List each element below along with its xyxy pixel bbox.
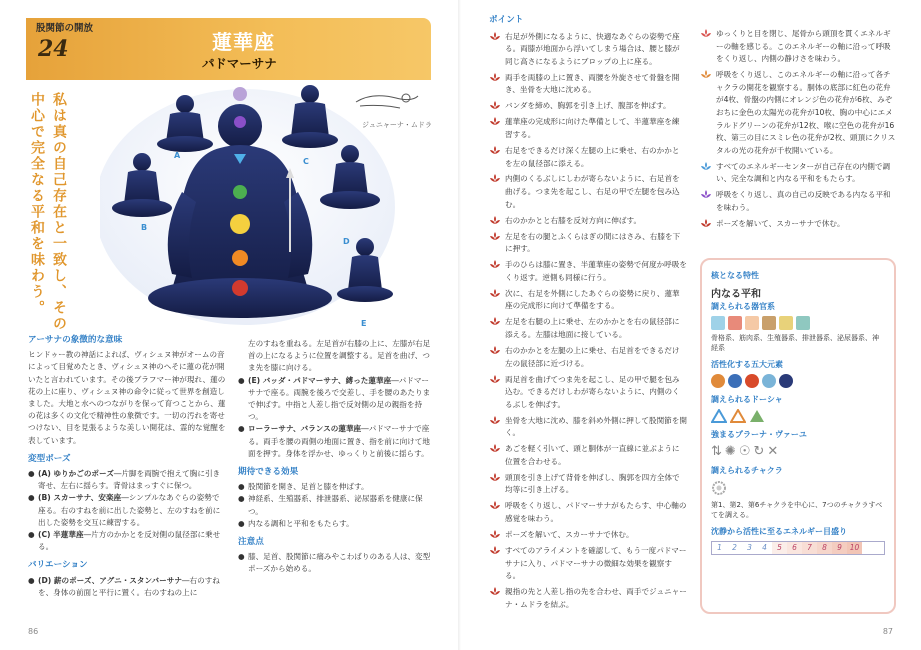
point-item: 両足首を曲げてつま先を起こし、足の甲で腿を包み込む。できるだけしわが寄らないように、内側のくるぶしを伸ばす。 bbox=[489, 374, 687, 412]
lotus-icon bbox=[489, 288, 501, 299]
point-item: 右足が外側になるように、快適なあぐらの姿勢で座る。両膝が地面から浮いてしまう場合は、腰と膝が同じ高さになるようにブロップの上に座る。 bbox=[489, 31, 687, 69]
meaning-text: ヒンドゥー教の神話によれば、ヴィシュヌ神がオームの音によって目覚めたとき、ヴィシュヌ神のへそに蓮の花が開いたと言われています。その後ブラフマー神が現れ、蓮の花の上に座り、ヴィシュヌ神の命令に従って世界を創造しました。大地と水へのつながりを保って育つことから、蓮の花は多くの文化で精神性の象徴です。一切の汚れを寄せつけない、目を見張るような美しい開花は、霊的な覚醒を表しています。 bbox=[28, 350, 226, 445]
point-item: 右のかかとを左腿の上に乗せ、右足首をできるだけ左の鼠径部に近づける。 bbox=[489, 345, 687, 370]
lotus-icon bbox=[700, 161, 712, 172]
point-item: 手のひらは膝に置き、半蓮華座の姿勢で何度か呼吸をくり返す。逆側も同様に行う。 bbox=[489, 259, 687, 284]
scale-heading: 沈静から活性に至るエネルギー目盛り bbox=[711, 527, 847, 536]
ether-element-icon bbox=[779, 374, 793, 388]
point-item: 左足を右の腿とふくらはぎの間にはさみ、右膝を下に押す。 bbox=[489, 231, 687, 256]
lotus-icon bbox=[700, 69, 712, 80]
reproductive-icon bbox=[745, 316, 759, 330]
section-label: 股関節の開放 bbox=[36, 23, 94, 34]
kapha-icon bbox=[749, 409, 765, 423]
earth-element-icon bbox=[711, 374, 725, 388]
lotus-icon bbox=[489, 231, 501, 242]
point-item: あごを軽く引いて、頭と胴体が一直線に並ぶように位置を合わせる。 bbox=[489, 443, 687, 468]
prana-heading: 強まるプラーナ・ヴァーユ bbox=[711, 430, 807, 439]
page-number-right: 87 bbox=[882, 627, 893, 636]
apana-icon: ✕ bbox=[767, 444, 779, 459]
effect-item: ● 神経系、生殖器系、排泄器系、泌尿器系を健康に保つ。 bbox=[238, 494, 423, 516]
lotus-icon bbox=[489, 173, 501, 184]
chakra-heading: 調えられるチャクラ bbox=[711, 466, 783, 475]
label-e: E bbox=[361, 319, 367, 328]
left-page bbox=[0, 0, 460, 650]
point-item: 親指の先と人差し指の先を合わせ、両手でジュニャーナ・ムドラを結ぶ。 bbox=[489, 586, 687, 611]
point-item: ゆっくりと目を閉じ、尾骨から頭頂を貫くエネルギーの軸を感じる。このエネルギーの軸に沿って呼吸をくり返し、内側の静けさを味わう。 bbox=[700, 28, 896, 66]
point-item: 両手を両膝の上に置き、両腰を外旋させて骨盤を開き、坐骨を大地に沈める。 bbox=[489, 72, 687, 97]
pose-number: 24 bbox=[38, 36, 69, 62]
core-value: 内なる平和 bbox=[711, 289, 761, 300]
lotus-icon bbox=[489, 145, 501, 156]
scale-step: 2 bbox=[732, 543, 737, 552]
label-b: B bbox=[141, 223, 148, 232]
point-item: すべてのアライメントを確認して、もう一度パドマーサナに入り、パドマーサナの微細な効果を観察する。 bbox=[489, 545, 687, 583]
point-item: バンダを締め、胸郭を引き上げ、腹部を伸ばす。 bbox=[489, 100, 687, 113]
dosha-icons bbox=[711, 409, 885, 423]
point-item: 呼吸をくり返し、真の自己の反映である内なる平和を味わう。 bbox=[700, 189, 896, 214]
lotus-icon bbox=[700, 28, 712, 39]
samana-icon: ✺ bbox=[724, 444, 736, 459]
point-item: 次に、右足を外側にしたあぐらの姿勢に戻り、蓮華座の完成形に向けて準備をする。 bbox=[489, 288, 687, 313]
point-item: ポーズを解いて、スカーサナで休む。 bbox=[700, 218, 896, 231]
lotus-icon bbox=[489, 316, 501, 327]
label-c: C bbox=[303, 157, 309, 166]
lotus-icon bbox=[489, 443, 501, 454]
point-item: 右足をできるだけ深く左腿の上に乗せ、右のかかとを左の鼠径部に添える。 bbox=[489, 145, 687, 170]
prana-icon: ⇅ bbox=[711, 444, 722, 459]
udana-icon: ↻ bbox=[753, 444, 765, 459]
variant-item: ● (C) 半蓮華座―片方のかかとを反対側の鼠径部に乗せる。 bbox=[28, 530, 221, 552]
points-column-1 bbox=[489, 14, 687, 615]
effects-heading: 期待できる効果 bbox=[238, 467, 299, 478]
caution-item: ● 膝、足首、股関節に痛みやこわばりのある人は、変型ポーズから始める。 bbox=[238, 552, 431, 574]
lotus-icon bbox=[700, 189, 712, 200]
variant-item: ● (A) ゆりかごのポーズ―片脚を両腕で抱えて胸に引き寄せ、左右に揺らす。背骨はまっすぐに保つ。 bbox=[28, 469, 221, 491]
point-item: 坐骨を大地に沈め、膝を斜め外側に押して股関節を開く。 bbox=[489, 415, 687, 440]
points-column-2 bbox=[700, 28, 896, 234]
point-item: 内側のくるぶしにしわが寄らないように、右足首を曲げる。つま先を起こし、右足の甲で左腿を包み込む。 bbox=[489, 173, 687, 211]
meaning-heading: アーサナの象徴的な意味 bbox=[28, 335, 123, 345]
lotus-icon bbox=[489, 100, 501, 111]
nervous-icon bbox=[796, 316, 810, 330]
variation-heading: バリエーション bbox=[28, 560, 88, 571]
variation-cont: 左のすねを重ねる。左足首が右膝の上に、左膝が右足首の上になるように位置を調整する。足首を曲げ、つま先を膝に向ける。 bbox=[248, 339, 431, 373]
scale-step: 6 bbox=[787, 542, 802, 554]
lotus-icon bbox=[489, 116, 501, 127]
effect-item: ● 股関節を開き、足首と膝を伸ばす。 bbox=[238, 482, 369, 492]
point-item: すべてのエネルギーセンターが自己存在の内側で調い、完全な調和と内なる平和をもたらす。 bbox=[700, 161, 896, 186]
point-item: 右のかかとと右膝を反対方向に伸ばす。 bbox=[489, 215, 687, 228]
skeleton-icon bbox=[711, 316, 725, 330]
chakra-text: 第1、第2、第6チャクラを中心に、7つのチャクラすべてを調える。 bbox=[711, 501, 883, 519]
point-item: 蓮華座の完成形に向けた準備として、半蓮華座を練習する。 bbox=[489, 116, 687, 141]
elements-heading: 活性化する五大元素 bbox=[711, 360, 783, 369]
air-element-icon bbox=[762, 374, 776, 388]
vata-icon bbox=[711, 409, 727, 423]
left-column-1 bbox=[28, 334, 226, 599]
muscle-icon bbox=[728, 316, 742, 330]
variation-item: ● (D) 薪のポーズ、アグニ・スタンバーサナ―右のすねを、身体の前面と平行に置く。右のすねの上に bbox=[28, 575, 220, 597]
variation-item: ● (E) バッダ・パドマーサナ、縛った蓮華座―パドマーサナで座る。両腕を後ろで交差し、手を腰のあたりまで伸ばす。中指と人差し指で反対側の足の親指を持つ。 bbox=[238, 375, 431, 422]
scale-step: 8 bbox=[817, 542, 832, 554]
scale-step: 7 bbox=[802, 542, 817, 554]
point-item: 呼吸をくり返し、このエネルギーの軸に沿って各チャクラの開花を観察する。胴体の底部に紅色の花弁が4枚、骨盤の内側にオレンジ色の花弁が6枚、みぞおちに金色の太陽光の花弁が10枚、胸の中心にエメラルドグリーンの花弁が12枚、喉に空色の花弁が16枚、第三の目にスミレ色の花弁が2枚、頭頂にクリスタルの光の花弁が千枚開いている。 bbox=[700, 69, 896, 157]
scale-step: 10 bbox=[847, 542, 862, 554]
point-item: ポーズを解いて、スカーサナで休む。 bbox=[489, 529, 687, 542]
page-subtitle: パドマーサナ bbox=[202, 56, 277, 71]
vyana-icon: ☉ bbox=[738, 444, 751, 459]
organ-icons bbox=[711, 316, 885, 330]
attributes-box bbox=[700, 258, 896, 614]
page-number-left: 86 bbox=[28, 627, 39, 636]
organs-text: 骨格系、筋肉系、生殖器系、排泄器系、泌尿器系、神経系 bbox=[711, 334, 879, 352]
page-title: 蓮華座 bbox=[212, 30, 275, 54]
mudra-caption: ジュニャーナ・ムドラ bbox=[362, 121, 432, 129]
label-a: A bbox=[174, 151, 181, 160]
lotus-icon bbox=[489, 415, 501, 426]
lotus-icon bbox=[489, 529, 501, 540]
point-item: 左足を右腿の上に乗せ、左のかかとを右の鼠径部に添える。左膝は地面に接している。 bbox=[489, 316, 687, 341]
lotus-icon bbox=[489, 374, 501, 385]
point-item: 頭頂を引き上げて背骨を伸ばし、胸郭を四方全体で均等に引き上げる。 bbox=[489, 472, 687, 497]
points-heading: ポイント bbox=[489, 15, 524, 25]
scale-step: 9 bbox=[832, 542, 847, 554]
lotus-chakra-icon bbox=[711, 480, 727, 496]
effect-item: ● 内なる調和と平和をもたらす。 bbox=[238, 518, 354, 528]
prana-icons bbox=[711, 444, 885, 459]
scale-step: 1 bbox=[717, 543, 722, 552]
lotus-icon bbox=[700, 218, 712, 229]
label-d: D bbox=[343, 237, 350, 246]
water-element-icon bbox=[728, 374, 742, 388]
pitta-icon bbox=[730, 409, 746, 423]
urinary-icon bbox=[779, 316, 793, 330]
lotus-icon bbox=[489, 545, 501, 556]
variation-item: ● ローラーサナ、バランスの蓮華座―パドマーサナで座る。両手を腰の両側の地面に置き、指を前に向けて地面を押す。身体を浮かせ、ゆっくりと前後に揺らす。 bbox=[238, 424, 430, 458]
scale-step: 5 bbox=[772, 542, 787, 554]
mudra-hand-icon bbox=[356, 94, 418, 108]
dosha-heading: 調えられるドーシャ bbox=[711, 395, 783, 404]
point-item: 呼吸をくり返し、パドマーサナがもたらす、中心軸の感覚を味わう。 bbox=[489, 500, 687, 525]
lotus-icon bbox=[489, 472, 501, 483]
energy-scale bbox=[711, 541, 885, 555]
caution-heading: 注意点 bbox=[238, 537, 264, 548]
organs-heading: 調えられる器官系 bbox=[711, 302, 775, 311]
element-icons bbox=[711, 374, 885, 388]
scale-step: 4 bbox=[762, 543, 767, 552]
lotus-icon bbox=[489, 215, 501, 226]
lotus-icon bbox=[489, 586, 501, 597]
scale-step: 3 bbox=[747, 543, 752, 552]
lotus-icon bbox=[489, 345, 501, 356]
lotus-icon bbox=[489, 500, 501, 511]
variants-heading: 変型ポーズ bbox=[28, 453, 71, 464]
core-heading: 核となる特性 bbox=[711, 271, 759, 280]
lotus-icon bbox=[489, 31, 501, 42]
fire-element-icon bbox=[745, 374, 759, 388]
lotus-icon bbox=[489, 72, 501, 83]
affirmation-text: 私は真の自己存在と一致し、その中心で完全なる平和を味わう。 bbox=[29, 92, 67, 332]
right-page bbox=[461, 0, 921, 650]
lotus-icon bbox=[489, 259, 501, 270]
excretory-icon bbox=[762, 316, 776, 330]
variant-item: ● (B) スカーサナ、安楽座―シンプルなあぐらの姿勢で座る。右のすねを前に出した姿勢と、左のすねを前に出した姿勢を交互に練習する。 bbox=[28, 493, 221, 527]
left-column-2 bbox=[238, 338, 434, 576]
